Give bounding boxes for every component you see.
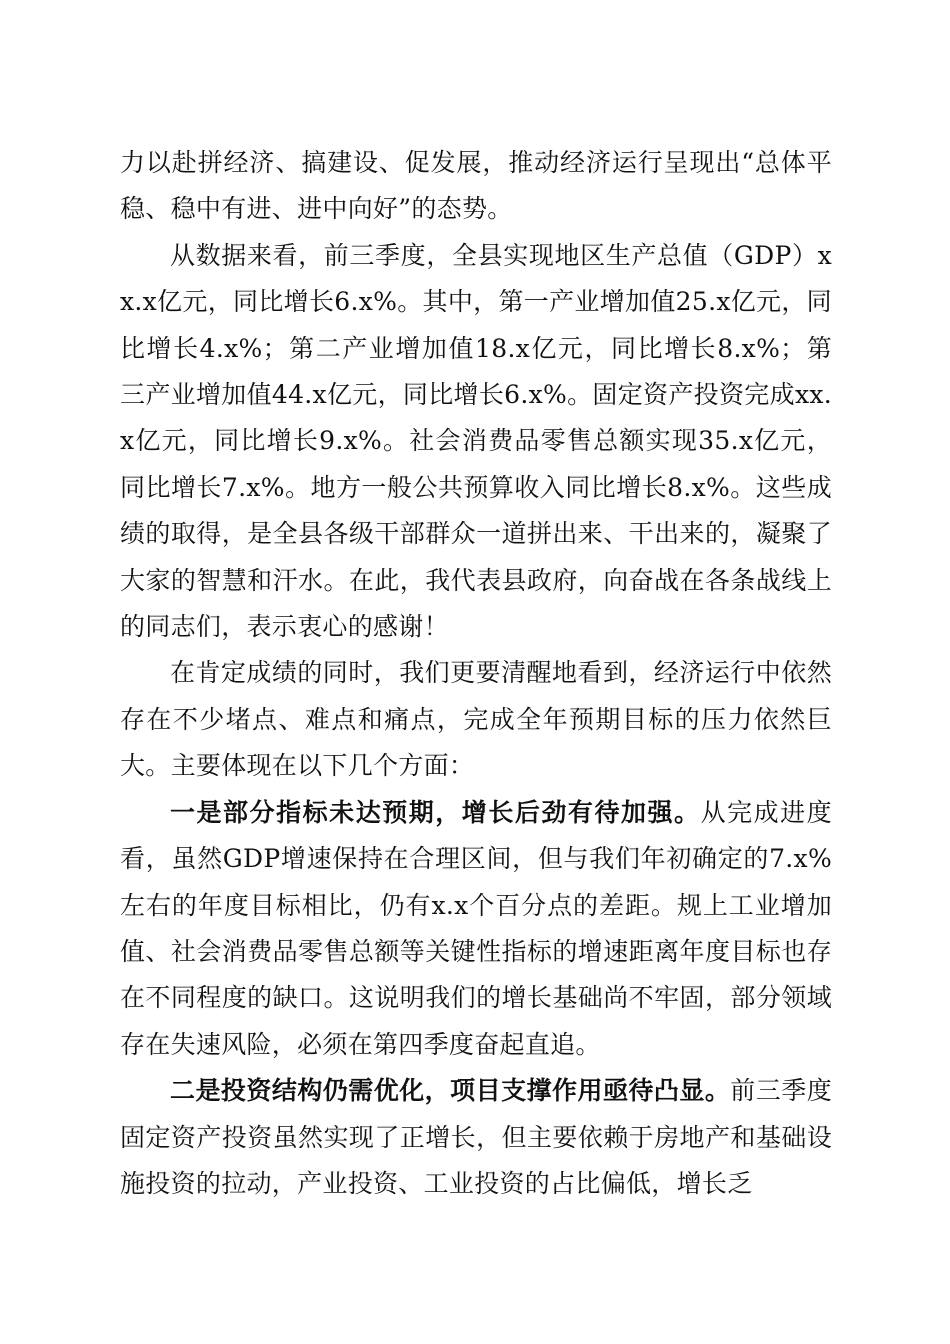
paragraph-5-text: 前三季度固定资产投资虽然实现了正增长，但主要依赖于房地产和基础设施投资的拉动，产业投资、工业投资的占比偏低，增长乏: [120, 1076, 832, 1198]
paragraph-3-text: 在肯定成绩的同时，我们更要清醒地看到，经济运行中依然存在不少堵点、难点和痛点，完成全年预期目标的压力依然巨大。主要体现在以下几个方面：: [120, 658, 832, 781]
paragraph-4-text: 从完成进度看，虽然GDP增速保持在合理区间，但与我们年初确定的7.x%左右的年度目标相比，仍有x.x个百分点的差距。规上工业增加值、社会消费品零售总额等关键性指标的增速距离年度目标也存在不同程度的缺口。这说明我们的增长基础尚不牢固，部分领域存在失速风险，必须在第四季度奋起直追。: [120, 797, 832, 1059]
document-body: [120, 140, 832, 1207]
paragraph-4-heading: 一是部分指标未达预期，增长后劲有待加强。: [170, 797, 701, 827]
paragraph-1: [120, 140, 832, 233]
paragraph-2-text: 从数据来看，前三季度，全县实现地区生产总值（GDP）xx.x亿元，同比增长6.x%。其中，第一产业增加值25.x亿元，同比增长4.x%；第二产业增加值18.x亿元，同比增长8.x%；第三产业增加值44.x亿元，同比增长6.x%。固定资产投资完成xx.x亿元，同比增长9.x%。社会消费品零售总额实现35.x亿元，同比增长7.x%。地方一般公共预算收入同比增长8.x%。这些成绩的取得，是全县各级干部群众一道拼出来、干出来的，凝聚了大家的智慧和汗水。在此，我代表县政府，向奋战在各条战线上的同志们，表示衷心的感谢！: [120, 240, 832, 642]
paragraph-2: [120, 233, 832, 651]
paragraph-3: [120, 650, 832, 789]
paragraph-4: [120, 790, 832, 1068]
paragraph-5: [120, 1068, 832, 1207]
paragraph-5-heading: 二是投资结构仍需优化，项目支撑作用亟待凸显。: [170, 1076, 731, 1106]
paragraph-1-text: 力以赴拼经济、搞建设、促发展，推动经济运行呈现出“总体平稳、稳中有进、进中向好”的态势。: [120, 148, 832, 224]
